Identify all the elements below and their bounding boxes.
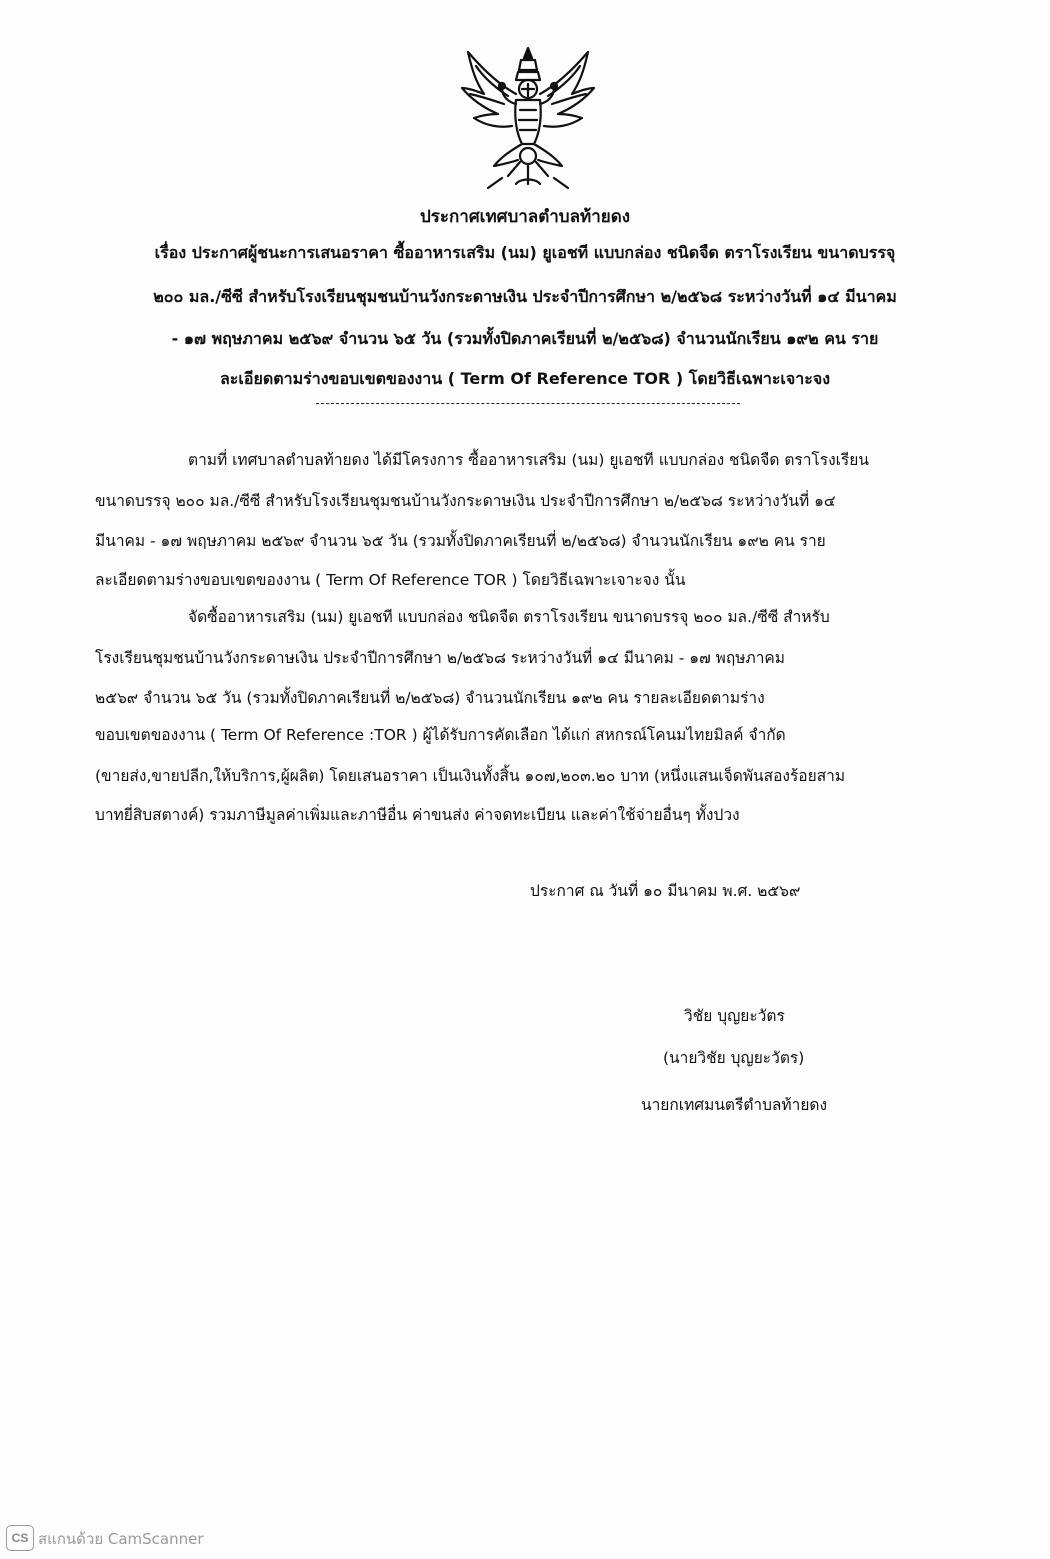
camscanner-watermark: สแกนด้วย CamScanner xyxy=(38,1530,204,1548)
paragraph-1-line: มีนาคม - ๑๗ พฤษภาคม ๒๕๖๙ จำนวน ๖๕ วัน (รวมทั้งปิดภาคเรียนที่ ๒/๒๕๖๘) จำนวนนักเรียน ๑๙๒ คน ราย xyxy=(95,532,826,550)
subject-line: ๒๐๐ มล./ซีซี สำหรับโรงเรียนชุมชนบ้านวังกระดาษเงิน ประจำปีการศึกษา ๒/๒๕๖๘ ระหว่างวันที่ ๑๔ มีนาคม xyxy=(153,287,897,306)
subject-line: เรื่อง ประกาศผู้ชนะการเสนอราคา ซื้ออาหารเสริม (นม) ยูเอชที แบบกล่อง ชนิดจืด ตราโรงเรียน ขนาดบรรจุ xyxy=(154,243,896,262)
subject-line: ละเอียดตามร่างขอบเขตของงาน ( Term Of Reference TOR ) โดยวิธีเฉพาะเจาะจง xyxy=(219,369,831,388)
paragraph-2-line: จัดซื้ออาหารเสริม (นม) ยูเอชที แบบกล่อง ชนิดจืด ตราโรงเรียน ขนาดบรรจุ ๒๐๐ มล./ซีซี สำหรับ xyxy=(188,608,830,626)
signer-name: (นายวิชัย บุญยะวัตร) xyxy=(663,1049,805,1067)
paragraph-2-line: (ขายส่ง,ขายปลีก,ให้บริการ,ผู้ผลิต) โดยเสนอราคา เป็นเงินทั้งสิ้น ๑๐๗,๒๐๓.๒๐ บาท (หนึ่งแสนเจ็ดพันสองร้อยสาม xyxy=(95,767,846,785)
signer-position: นายกเทศมนตรีตำบลท้ายดง xyxy=(641,1096,828,1114)
document-title: ประกาศเทศบาลตำบลท้ายดง xyxy=(419,207,631,227)
paragraph-2-line: ขอบเขตของงาน ( Term Of Reference :TOR ) ผู้ได้รับการคัดเลือก ได้แก่ สหกรณ์โคนมไทยมิลค์ จำกัด xyxy=(95,726,786,744)
paragraph-2-line: ๒๕๖๙ จำนวน ๖๕ วัน (รวมทั้งปิดภาคเรียนที่ ๒/๒๕๖๘) จำนวนนักเรียน ๑๙๒ คน รายละเอียดตามร่าง xyxy=(95,689,765,707)
paragraph-1-line: ละเอียดตามร่างขอบเขตของงาน ( Term Of Reference TOR ) โดยวิธีเฉพาะเจาะจง นั้น xyxy=(95,571,686,589)
paragraph-1-line: ตามที่ เทศบาลตำบลท้ายดง ได้มีโครงการ ซื้ออาหารเสริม (นม) ยูเอชที แบบกล่อง ชนิดจืด ตราโรงเรียน xyxy=(188,451,869,469)
camscanner-logo: CS xyxy=(6,1525,34,1551)
paragraph-2-line: บาทยี่สิบสตางค์) รวมภาษีมูลค่าเพิ่มและภาษีอื่น ค่าขนส่ง ค่าจดทะเบียน และค่าใช้จ่ายอื่นๆ ทั้งปวง xyxy=(95,806,740,824)
signature: วิชัย บุญยะวัตร xyxy=(684,1007,785,1025)
announced-date: ประกาศ ณ วันที่ ๑๐ มีนาคม พ.ศ. ๒๕๖๙ xyxy=(530,882,801,900)
garuda-emblem-icon xyxy=(458,44,598,194)
paragraph-2-line: โรงเรียนชุมชนบ้านวังกระดาษเงิน ประจำปีการศึกษา ๒/๒๕๖๘ ระหว่างวันที่ ๑๔ มีนาคม - ๑๗ พฤษภาคม xyxy=(95,649,785,667)
paragraph-1-line: ขนาดบรรจุ ๒๐๐ มล./ซีซี สำหรับโรงเรียนชุมชนบ้านวังกระดาษเงิน ประจำปีการศึกษา ๒/๒๕๖๘ ระหว่างวันที่ ๑๔ xyxy=(95,492,836,510)
subject-line: - ๑๗ พฤษภาคม ๒๕๖๙ จำนวน ๖๕ วัน (รวมทั้งปิดภาคเรียนที่ ๒/๒๕๖๘) จำนวนนักเรียน ๑๙๒ คน ราย xyxy=(171,329,879,348)
section-divider xyxy=(316,403,740,404)
